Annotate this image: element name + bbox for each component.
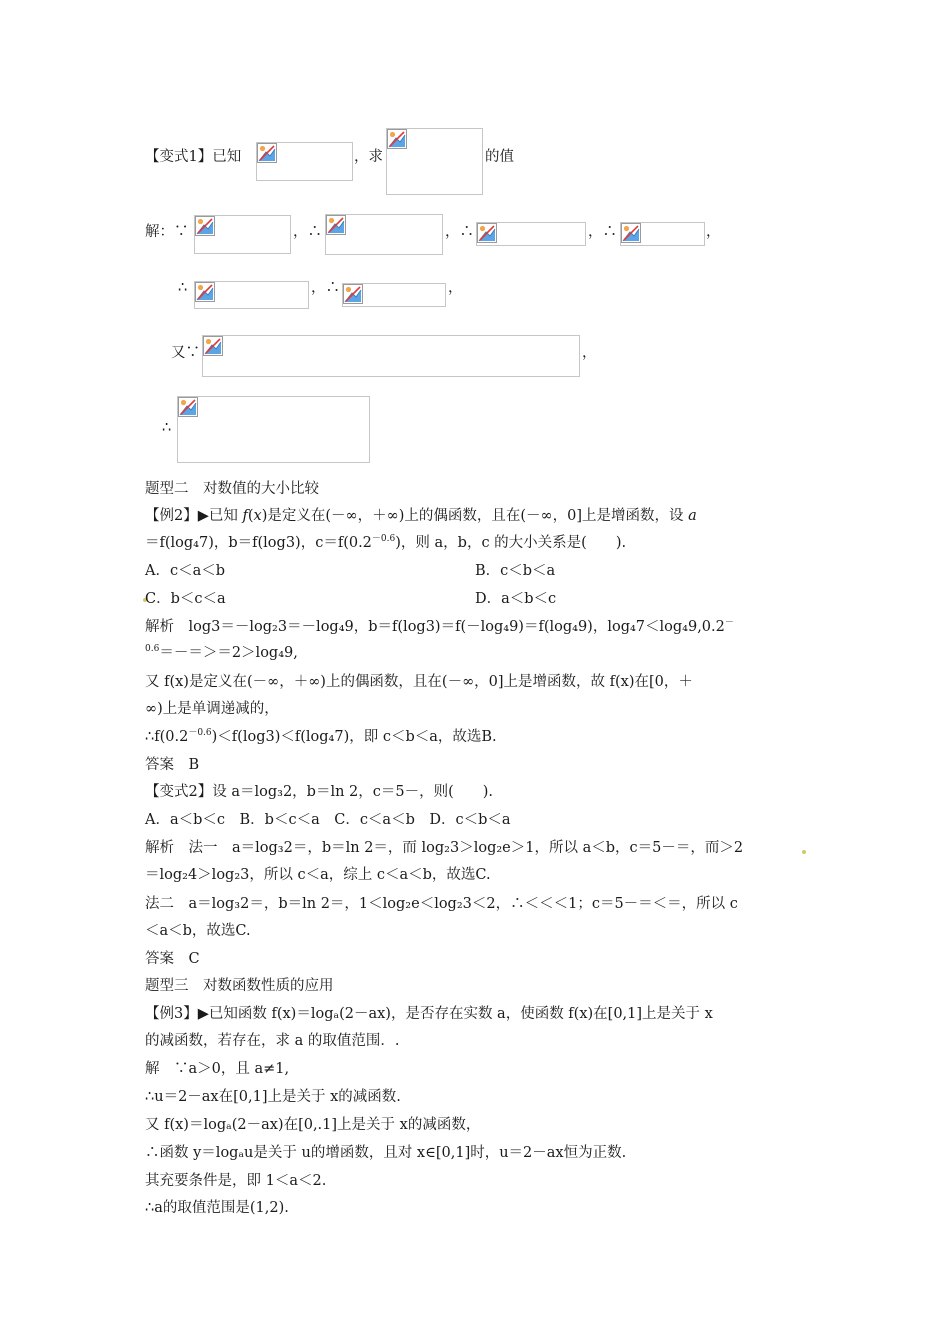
solution3-line6: ∴a的取值范围是(1,2). <box>145 1200 289 1216</box>
variant1-sep: ，∴ <box>293 224 322 240</box>
example3-line1: 【例3】▶已知函数 f(x)＝logₐ(2－ax)，是否存在实数 a，使函数 f(x)在[0,1]上是关于 x <box>145 1006 713 1022</box>
variant1-comma: ， <box>448 280 463 296</box>
formula-image-placeholder <box>202 335 580 377</box>
answer-2: 答案 B <box>145 757 200 773</box>
variant2-sol4: ＜a＜b，故选C. <box>145 923 251 939</box>
analysis-line3: 又 f(x)是定义在(－∞，＋∞)上的偶函数，且在(－∞，0]上是增函数，故 f(x)在[0，＋ <box>145 674 693 690</box>
broken-image-icon <box>621 223 641 243</box>
broken-image-icon <box>195 282 215 302</box>
formula-image-placeholder <box>194 281 309 309</box>
variant2-sol3: 法二 a＝log₃2＝，b＝ln 2＝，1＜log₂e＜log₂3＜2，∴＜＜＜1；c＝5－＝＜＝，所以 c <box>145 896 738 912</box>
variant1-comma: ， <box>582 345 597 361</box>
stray-mark <box>802 850 806 854</box>
variant2-options: A．a＜b＜c B．b＜c＜a C．c＜a＜b D．c＜b＜a <box>145 812 511 828</box>
section-title-type2: 题型二 对数值的大小比较 <box>145 481 319 497</box>
variant1-again: 又∵ <box>171 345 200 361</box>
formula-image-placeholder <box>476 222 586 246</box>
formula-image-placeholder <box>177 396 370 463</box>
broken-image-icon <box>477 223 497 243</box>
variant1-ask: ，求 <box>354 149 383 165</box>
variant1-sep: ，∴ <box>445 224 474 240</box>
solution3-line4: ∴函数 y＝logₐu是关于 u的增函数，且对 x∈[0,1]时，u＝2－ax恒为正数. <box>145 1145 627 1161</box>
variant2-sol2: ＝log₂4＞log₂3，所以 c＜a，综上 c＜a＜b，故选C. <box>145 867 491 883</box>
broken-image-icon <box>195 216 215 236</box>
broken-image-icon <box>387 129 407 149</box>
analysis-line4: ∞)上是单调递减的， <box>145 701 279 717</box>
broken-image-icon <box>326 215 346 235</box>
analysis-line2: $^{0.6}$＝－＝＞＝2＞log₄9, <box>145 644 298 661</box>
option-a: A．c＜a＜b <box>145 563 226 579</box>
solution3-line3: 又 f(x)＝logₐ(2－ax)在[0,.1]上是关于 x的减函数， <box>145 1117 481 1133</box>
broken-image-icon <box>178 397 198 417</box>
option-c: C．b＜c＜a <box>145 591 226 607</box>
broken-image-icon <box>203 336 223 356</box>
variant2-sol1: 解析 法一 a＝log₃2＝，b＝ln 2＝，而 log₂3＞log₂e＞1，所以 a＜b，c＝5－＝，而＞2 <box>145 840 744 856</box>
example2-line2: ＝f(log₄7)，b＝f(log3)，$c=f(0.2^{-0.6})$，则 a，b，c 的大小关系是( ). <box>145 534 627 551</box>
solution3-line2: ∴u＝2－ax在[0,1]上是关于 x的减函数. <box>145 1089 401 1105</box>
example3-line2: 的减函数，若存在，求 a 的取值范围．. <box>145 1033 400 1049</box>
variant1-therefore: ∴ <box>178 280 188 296</box>
variant1-therefore: ∴ <box>162 420 172 436</box>
formula-image-placeholder <box>386 128 483 195</box>
variant1-sep: ，∴ <box>588 224 617 240</box>
option-b: B．c＜b＜a <box>475 563 556 579</box>
variant1-heading: 【变式1】已知 <box>145 149 242 165</box>
analysis-line5: $\therefore f(0.2^{-0.6})<f(\log 3)<f(\log_47)$，即 c＜b＜a，故选B. <box>145 728 497 745</box>
variant1-solution-start: 解：∵ <box>145 224 189 240</box>
formula-image-placeholder <box>620 222 705 246</box>
broken-image-icon <box>343 284 363 304</box>
broken-image-icon <box>257 143 277 163</box>
option-d: D．a＜b＜c <box>475 591 557 607</box>
variant1-tail: 的值 <box>485 149 514 165</box>
variant2-question: 【变式2】设 a＝log₃2，b＝ln 2，c＝5－，则( ). <box>145 784 494 800</box>
example2-line1: 【例2】▶已知 f(x)是定义在(－∞，＋∞)上的偶函数，且在(－∞，0]上是增函数，设 a <box>145 508 697 524</box>
analysis-line1: 解析 log3＝－log₂3＝－log₄9，b＝f(log3)＝f(－log₄9)＝f(log₄9)，log₄7＜log₄9,0.2－ <box>145 618 734 635</box>
solution3-line1: 解 ∵a＞0，且 a≠1, <box>145 1061 290 1077</box>
formula-image-placeholder <box>256 142 353 181</box>
formula-image-placeholder <box>325 214 443 255</box>
variant1-comma: ， <box>706 224 721 240</box>
solution3-line5: 其充要条件是，即 1＜a＜2. <box>145 1173 327 1189</box>
formula-image-placeholder <box>342 283 446 307</box>
variant1-sep: ，∴ <box>311 280 340 296</box>
answer-variant2: 答案 C <box>145 951 200 967</box>
section-title-type3: 题型三 对数函数性质的应用 <box>145 978 334 994</box>
formula-image-placeholder <box>194 215 291 254</box>
